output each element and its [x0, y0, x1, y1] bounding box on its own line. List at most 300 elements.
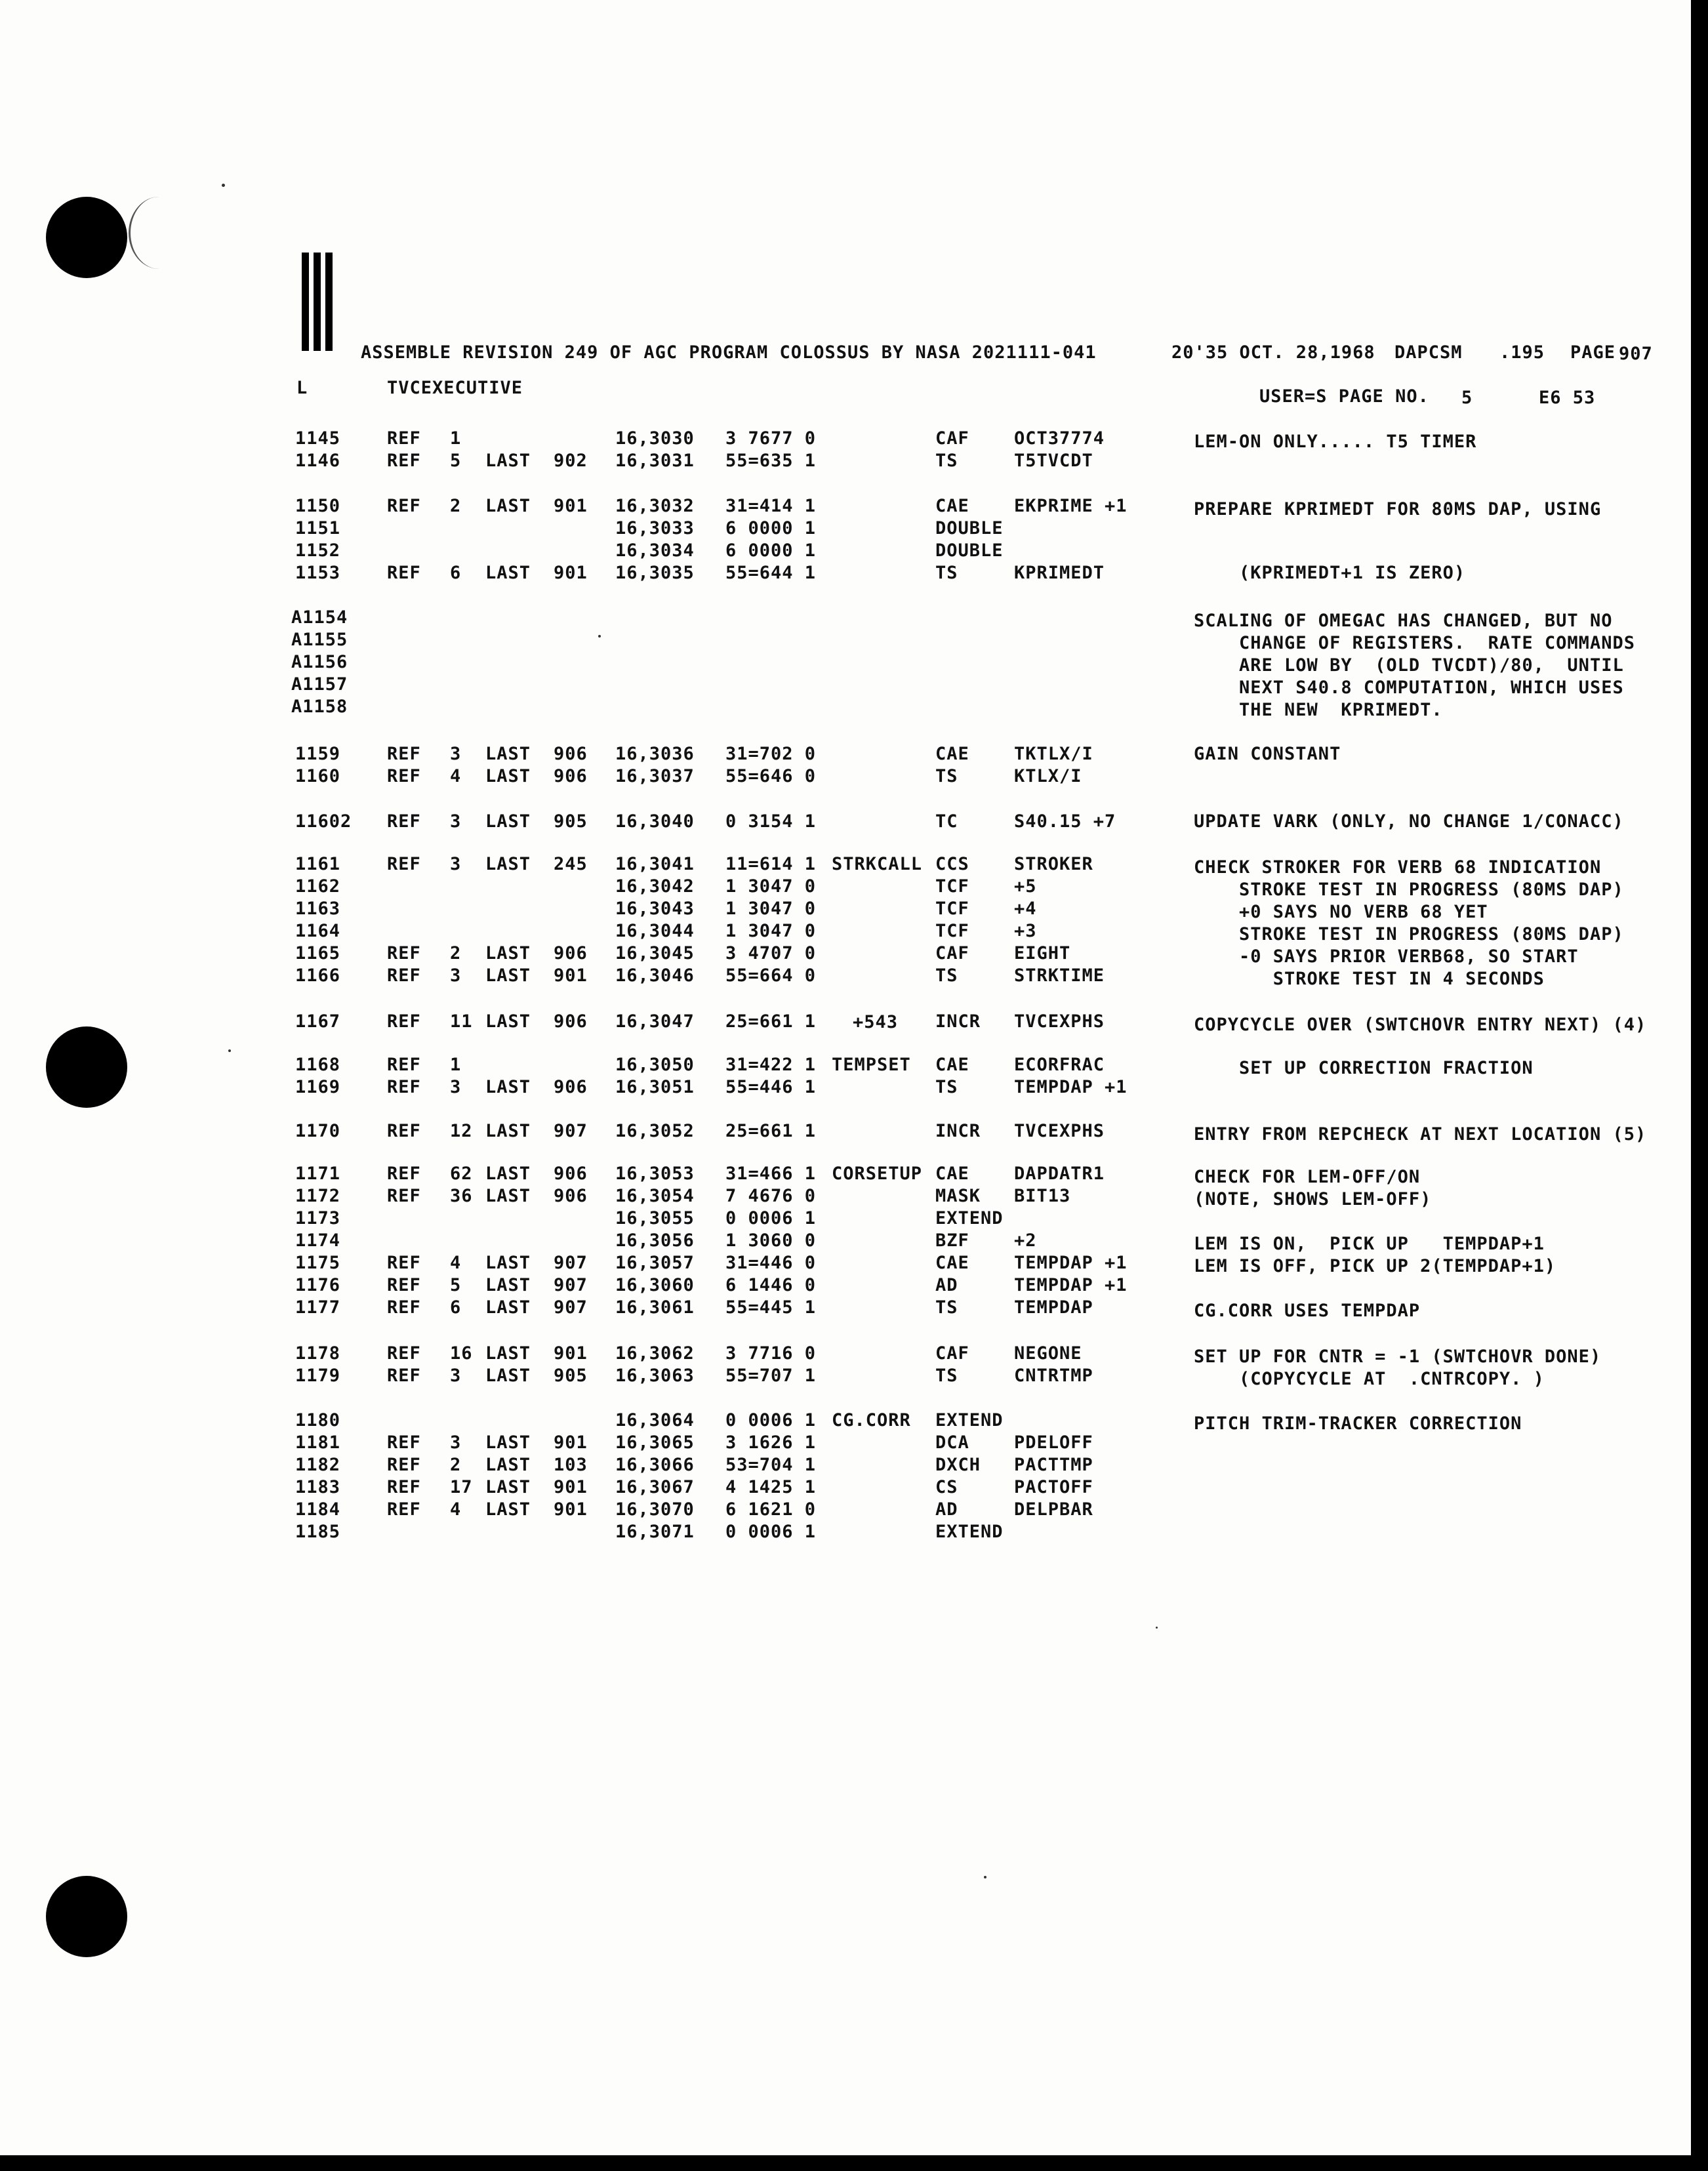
row-line: 1169: [295, 1077, 341, 1097]
row-tag: REF: [387, 943, 421, 964]
row-code: 1 3047 0: [725, 876, 817, 897]
row-addr: 16,3032: [615, 496, 695, 516]
row-operand: ECORFRAC: [1014, 1055, 1105, 1075]
row-ref: 901: [554, 965, 588, 986]
comment-line: CHANGE OF REGISTERS. RATE COMMANDS: [1194, 633, 1635, 653]
row-line: A1158: [291, 697, 348, 717]
row-ref: 901: [554, 563, 588, 583]
comment-line: NEXT S40.8 COMPUTATION, WHICH USES: [1194, 678, 1624, 698]
row-operand: KTLX/I: [1014, 766, 1082, 786]
punch-hole-bottom: [46, 1876, 127, 1957]
comment-line: ENTRY FROM REPCHECK AT NEXT LOCATION (5): [1194, 1124, 1647, 1145]
row-line: 1178: [295, 1343, 341, 1364]
row-last: LAST: [485, 1121, 531, 1141]
row-addr: 16,3060: [615, 1275, 695, 1295]
row-line: 1165: [295, 943, 341, 964]
row-code: 55=635 1: [725, 451, 817, 471]
row-op: TCF: [935, 876, 969, 897]
header-title: ASSEMBLE REVISION 249 OF AGC PROGRAM COLOSSUS BY NASA 2021111-041: [361, 342, 1097, 363]
row-op: AD: [935, 1275, 958, 1295]
header-page-number: 907: [1619, 344, 1653, 364]
row-operand: EKPRIME +1: [1014, 496, 1128, 516]
scan-speck: [1156, 1627, 1158, 1629]
row-ref: 245: [554, 854, 588, 874]
row-addr: 16,3034: [615, 540, 695, 561]
row-line: 1151: [295, 518, 341, 538]
row-addr: 16,3043: [615, 899, 695, 919]
row-addr: 16,3063: [615, 1366, 695, 1386]
row-op: CAF: [935, 943, 969, 964]
row-operand: TEMPDAP +1: [1014, 1275, 1128, 1295]
comment-line: -0 SAYS PRIOR VERB68, SO START: [1194, 946, 1579, 967]
row-line: 1183: [295, 1477, 341, 1497]
row-operand: +3: [1014, 921, 1037, 941]
row-code: 7 4676 0: [725, 1186, 817, 1206]
row-cnt: 6: [450, 1297, 462, 1318]
row-line: 1160: [295, 766, 341, 786]
row-cnt: 4: [450, 766, 462, 786]
row-code: 6 1446 0: [725, 1275, 817, 1295]
header-page-label: PAGE: [1570, 342, 1616, 363]
row-addr: 16,3044: [615, 921, 695, 941]
row-line: 1153: [295, 563, 341, 583]
comment-line: COPYCYCLE OVER (SWTCHOVR ENTRY NEXT) (4): [1194, 1015, 1647, 1035]
header-timestamp: 20'35 OCT. 28,1968: [1171, 342, 1375, 363]
row-last: LAST: [485, 1477, 531, 1497]
row-addr: 16,3037: [615, 766, 695, 786]
row-code: 6 1621 0: [725, 1499, 817, 1520]
comment-line: THE NEW KPRIMEDT.: [1194, 700, 1443, 720]
comment-line: PREPARE KPRIMEDT FOR 80MS DAP, USING: [1194, 499, 1602, 519]
row-op: TS: [935, 1366, 958, 1386]
row-last: LAST: [485, 1077, 531, 1097]
row-op: EXTEND: [935, 1410, 1004, 1430]
row-addr: 16,3061: [615, 1297, 695, 1318]
row-op: MASK: [935, 1186, 981, 1206]
row-cnt: 3: [450, 1366, 462, 1386]
row-cnt: 3: [450, 854, 462, 874]
comment-line: LEM IS OFF, PICK UP 2(TEMPDAP+1): [1194, 1256, 1556, 1276]
row-ref: 906: [554, 1077, 588, 1097]
row-tag: REF: [387, 766, 421, 786]
row-code: 55=664 0: [725, 965, 817, 986]
row-last: LAST: [485, 1297, 531, 1318]
row-code: 0 0006 1: [725, 1208, 817, 1228]
row-operand: KPRIMEDT: [1014, 563, 1105, 583]
row-line: 1172: [295, 1186, 341, 1206]
row-operand: S40.15 +7: [1014, 811, 1116, 832]
row-tag: REF: [387, 965, 421, 986]
row-cnt: 36: [450, 1186, 473, 1206]
comment-line: CG.CORR USES TEMPDAP: [1194, 1301, 1421, 1321]
row-line: 1164: [295, 921, 341, 941]
row-tag: REF: [387, 1121, 421, 1141]
row-cnt: 3: [450, 744, 462, 764]
header-page-index: .195: [1499, 342, 1545, 363]
row-op: CAF: [935, 1343, 969, 1364]
row-last: LAST: [485, 1164, 531, 1184]
row-addr: 16,3055: [615, 1208, 695, 1228]
row-ref: 906: [554, 1186, 588, 1206]
row-line: 1180: [295, 1410, 341, 1430]
user-page-label: USER=S PAGE NO.: [1259, 386, 1429, 407]
row-ref: 906: [554, 943, 588, 964]
row-last: LAST: [485, 965, 531, 986]
row-code: 31=702 0: [725, 744, 817, 764]
scan-speck: [228, 1049, 231, 1052]
row-line: 1150: [295, 496, 341, 516]
comment-line: CHECK STROKER FOR VERB 68 INDICATION: [1194, 857, 1602, 878]
row-line: 1170: [295, 1121, 341, 1141]
row-operand: TVCEXPHS: [1014, 1121, 1105, 1141]
comment-line: (COPYCYCLE AT .CNTRCOPY. ): [1194, 1369, 1545, 1389]
row-op: CCS: [935, 854, 969, 874]
row-code: 55=707 1: [725, 1366, 817, 1386]
row-addr: 16,3036: [615, 744, 695, 764]
row-operand: +2: [1014, 1230, 1037, 1251]
row-op: CAF: [935, 428, 969, 449]
comment-line: LEM IS ON, PICK UP TEMPDAP+1: [1194, 1234, 1545, 1254]
row-ref: 907: [554, 1253, 588, 1273]
comment-line: SET UP FOR CNTR = -1 (SWTCHOVR DONE): [1194, 1347, 1602, 1367]
row-op: DOUBLE: [935, 540, 1004, 561]
row-last: LAST: [485, 496, 531, 516]
section-marker: L: [296, 378, 308, 398]
row-code: 55=646 0: [725, 766, 817, 786]
row-op: TS: [935, 563, 958, 583]
inline-note: +543: [853, 1012, 899, 1032]
row-op: DOUBLE: [935, 518, 1004, 538]
row-cnt: 62: [450, 1164, 473, 1184]
row-ref: 907: [554, 1297, 588, 1318]
row-code: 4 1425 1: [725, 1477, 817, 1497]
row-op: EXTEND: [935, 1208, 1004, 1228]
row-line: 1181: [295, 1432, 341, 1453]
row-operand: STROKER: [1014, 854, 1093, 874]
row-tag: REF: [387, 1366, 421, 1386]
row-ref: 901: [554, 1477, 588, 1497]
punch-hole-top: [46, 197, 127, 278]
row-line: A1155: [291, 630, 348, 650]
comment-line: (NOTE, SHOWS LEM-OFF): [1194, 1189, 1432, 1209]
comment-line: STROKE TEST IN PROGRESS (80MS DAP): [1194, 924, 1624, 944]
row-cnt: 3: [450, 1077, 462, 1097]
row-code: 31=446 0: [725, 1253, 817, 1273]
row-code: 55=446 1: [725, 1077, 817, 1097]
row-last: LAST: [485, 1011, 531, 1032]
row-op: AD: [935, 1499, 958, 1520]
row-code: 3 7716 0: [725, 1343, 817, 1364]
row-label: TEMPSET: [832, 1055, 911, 1075]
row-line: 1166: [295, 965, 341, 986]
row-cnt: 1: [450, 1055, 462, 1075]
user-page-extra: E6 53: [1539, 388, 1596, 408]
row-tag: REF: [387, 744, 421, 764]
row-op: INCR: [935, 1121, 981, 1141]
row-addr: 16,3042: [615, 876, 695, 897]
row-ref: 103: [554, 1455, 588, 1475]
row-operand: TEMPDAP: [1014, 1297, 1093, 1318]
row-line: 1145: [295, 428, 341, 449]
row-line: 1185: [295, 1522, 341, 1542]
user-page-number: 5: [1461, 388, 1473, 408]
row-code: 3 7677 0: [725, 428, 817, 449]
row-code: 0 3154 1: [725, 811, 817, 832]
row-addr: 16,3066: [615, 1455, 695, 1475]
row-op: TS: [935, 1077, 958, 1097]
row-cnt: 2: [450, 1455, 462, 1475]
row-addr: 16,3064: [615, 1410, 695, 1430]
row-addr: 16,3030: [615, 428, 695, 449]
row-code: 11=614 1: [725, 854, 817, 874]
row-addr: 16,3041: [615, 854, 695, 874]
row-addr: 16,3062: [615, 1343, 695, 1364]
comment-line: STROKE TEST IN PROGRESS (80MS DAP): [1194, 880, 1624, 900]
row-op: CAE: [935, 744, 969, 764]
row-code: 3 4707 0: [725, 943, 817, 964]
row-line: 1182: [295, 1455, 341, 1475]
header-program: DAPCSM: [1394, 342, 1463, 363]
row-operand: TKTLX/I: [1014, 744, 1093, 764]
row-last: LAST: [485, 563, 531, 583]
row-line: A1157: [291, 674, 348, 695]
row-cnt: 2: [450, 943, 462, 964]
row-last: LAST: [485, 1275, 531, 1295]
row-tag: REF: [387, 1253, 421, 1273]
row-op: CS: [935, 1477, 958, 1497]
row-operand: DAPDATR1: [1014, 1164, 1105, 1184]
row-operand: TVCEXPHS: [1014, 1011, 1105, 1032]
scan-speck: [598, 635, 601, 638]
row-op: TC: [935, 811, 958, 832]
comment-line: STROKE TEST IN 4 SECONDS: [1194, 969, 1545, 989]
row-op: TCF: [935, 921, 969, 941]
row-code: 1 3060 0: [725, 1230, 817, 1251]
comment-line: LEM-ON ONLY..... T5 TIMER: [1194, 432, 1477, 452]
comment-line: GAIN CONSTANT: [1194, 744, 1341, 764]
row-label: CG.CORR: [832, 1410, 911, 1430]
printer-bar-mark: [302, 253, 341, 351]
row-operand: OCT37774: [1014, 428, 1105, 449]
row-op: CAE: [935, 1253, 969, 1273]
row-line: 1168: [295, 1055, 341, 1075]
row-operand: TEMPDAP +1: [1014, 1077, 1128, 1097]
row-last: LAST: [485, 744, 531, 764]
row-ref: 907: [554, 1275, 588, 1295]
row-operand: +4: [1014, 899, 1037, 919]
row-op: TS: [935, 965, 958, 986]
row-ref: 906: [554, 1164, 588, 1184]
row-cnt: 12: [450, 1121, 473, 1141]
row-tag: REF: [387, 1011, 421, 1032]
row-line: 1175: [295, 1253, 341, 1273]
row-cnt: 2: [450, 496, 462, 516]
row-code: 31=466 1: [725, 1164, 817, 1184]
row-cnt: 6: [450, 563, 462, 583]
row-addr: 16,3065: [615, 1432, 695, 1453]
section-title: TVCEXECUTIVE: [387, 378, 523, 398]
row-line: 1161: [295, 854, 341, 874]
row-line: 1177: [295, 1297, 341, 1318]
row-cnt: 5: [450, 451, 462, 471]
row-addr: 16,3035: [615, 563, 695, 583]
row-op: DCA: [935, 1432, 969, 1453]
row-ref: 906: [554, 1011, 588, 1032]
row-op: INCR: [935, 1011, 981, 1032]
row-cnt: 11: [450, 1011, 473, 1032]
row-line: 1167: [295, 1011, 341, 1032]
row-addr: 16,3057: [615, 1253, 695, 1273]
row-tag: REF: [387, 1077, 421, 1097]
row-code: 31=422 1: [725, 1055, 817, 1075]
row-ref: 901: [554, 496, 588, 516]
row-last: LAST: [485, 1253, 531, 1273]
row-ref: 905: [554, 811, 588, 832]
row-line: 11602: [295, 811, 352, 832]
row-code: 55=644 1: [725, 563, 817, 583]
row-last: LAST: [485, 1366, 531, 1386]
punch-hole-arc: [129, 197, 190, 269]
row-op: CAE: [935, 1055, 969, 1075]
row-cnt: 5: [450, 1275, 462, 1295]
row-tag: REF: [387, 1055, 421, 1075]
row-operand: EIGHT: [1014, 943, 1071, 964]
row-label: STRKCALL: [832, 854, 923, 874]
row-op: TS: [935, 766, 958, 786]
row-op: EXTEND: [935, 1522, 1004, 1542]
comment-line: (KPRIMEDT+1 IS ZERO): [1194, 563, 1466, 583]
row-line: 1184: [295, 1499, 341, 1520]
row-last: LAST: [485, 1455, 531, 1475]
row-line: 1171: [295, 1164, 341, 1184]
row-addr: 16,3054: [615, 1186, 695, 1206]
row-op: TCF: [935, 899, 969, 919]
row-operand: PACTTMP: [1014, 1455, 1093, 1475]
scan-speck: [222, 184, 225, 187]
row-addr: 16,3031: [615, 451, 695, 471]
comment-line: UPDATE VARK (ONLY, NO CHANGE 1/CONACC): [1194, 811, 1624, 832]
row-cnt: 3: [450, 965, 462, 986]
row-operand: TEMPDAP +1: [1014, 1253, 1128, 1273]
row-cnt: 4: [450, 1499, 462, 1520]
row-last: LAST: [485, 854, 531, 874]
row-tag: REF: [387, 563, 421, 583]
row-code: 1 3047 0: [725, 899, 817, 919]
row-addr: 16,3067: [615, 1477, 695, 1497]
row-code: 0 0006 1: [725, 1410, 817, 1430]
row-line: 1176: [295, 1275, 341, 1295]
row-tag: REF: [387, 811, 421, 832]
row-tag: REF: [387, 1164, 421, 1184]
row-ref: 905: [554, 1366, 588, 1386]
row-op: DXCH: [935, 1455, 981, 1475]
row-line: A1154: [291, 607, 348, 628]
row-ref: 906: [554, 744, 588, 764]
row-ref: 902: [554, 451, 588, 471]
scan-border-bottom: [0, 2155, 1708, 2171]
row-cnt: 4: [450, 1253, 462, 1273]
row-label: CORSETUP: [832, 1164, 923, 1184]
row-line: 1162: [295, 876, 341, 897]
row-operand: STRKTIME: [1014, 965, 1105, 986]
comment-line: PITCH TRIM-TRACKER CORRECTION: [1194, 1413, 1522, 1434]
scan-speck: [984, 1876, 986, 1878]
row-operand: DELPBAR: [1014, 1499, 1093, 1520]
row-operand: PACTOFF: [1014, 1477, 1093, 1497]
row-last: LAST: [485, 766, 531, 786]
row-operand: +5: [1014, 876, 1037, 897]
row-operand: PDELOFF: [1014, 1432, 1093, 1453]
row-line: 1179: [295, 1366, 341, 1386]
row-tag: REF: [387, 1455, 421, 1475]
row-last: LAST: [485, 943, 531, 964]
row-last: LAST: [485, 1186, 531, 1206]
row-operand: T5TVCDT: [1014, 451, 1093, 471]
row-line: 1173: [295, 1208, 341, 1228]
row-tag: REF: [387, 1275, 421, 1295]
row-op: TS: [935, 1297, 958, 1318]
row-code: 25=661 1: [725, 1011, 817, 1032]
row-op: BZF: [935, 1230, 969, 1251]
row-tag: REF: [387, 1499, 421, 1520]
row-last: LAST: [485, 451, 531, 471]
row-addr: 16,3045: [615, 943, 695, 964]
row-last: LAST: [485, 1499, 531, 1520]
row-code: 25=661 1: [725, 1121, 817, 1141]
row-tag: REF: [387, 1432, 421, 1453]
row-op: CAE: [935, 1164, 969, 1184]
row-ref: 906: [554, 766, 588, 786]
row-code: 3 1626 1: [725, 1432, 817, 1453]
row-ref: 907: [554, 1121, 588, 1141]
row-addr: 16,3040: [615, 811, 695, 832]
row-addr: 16,3051: [615, 1077, 695, 1097]
row-ref: 901: [554, 1499, 588, 1520]
row-op: CAE: [935, 496, 969, 516]
row-tag: REF: [387, 854, 421, 874]
row-addr: 16,3047: [615, 1011, 695, 1032]
row-tag: REF: [387, 1297, 421, 1318]
row-last: LAST: [485, 1343, 531, 1364]
row-cnt: 1: [450, 428, 462, 449]
row-cnt: 3: [450, 811, 462, 832]
row-addr: 16,3070: [615, 1499, 695, 1520]
row-line: 1152: [295, 540, 341, 561]
comment-line: CHECK FOR LEM-OFF/ON: [1194, 1167, 1421, 1187]
row-addr: 16,3071: [615, 1522, 695, 1542]
row-line: 1163: [295, 899, 341, 919]
row-addr: 16,3050: [615, 1055, 695, 1075]
comment-line: ARE LOW BY (OLD TVCDT)/80, UNTIL: [1194, 655, 1624, 676]
row-ref: 901: [554, 1343, 588, 1364]
row-tag: REF: [387, 451, 421, 471]
row-code: 1 3047 0: [725, 921, 817, 941]
row-op: TS: [935, 451, 958, 471]
row-line: 1146: [295, 451, 341, 471]
row-ref: 901: [554, 1432, 588, 1453]
row-operand: CNTRTMP: [1014, 1366, 1093, 1386]
row-code: 6 0000 1: [725, 540, 817, 561]
row-cnt: 3: [450, 1432, 462, 1453]
row-tag: REF: [387, 428, 421, 449]
comment-line: +0 SAYS NO VERB 68 YET: [1194, 902, 1488, 922]
row-code: 53=704 1: [725, 1455, 817, 1475]
row-addr: 16,3056: [615, 1230, 695, 1251]
row-addr: 16,3046: [615, 965, 695, 986]
row-addr: 16,3053: [615, 1164, 695, 1184]
row-last: LAST: [485, 811, 531, 832]
row-line: A1156: [291, 652, 348, 672]
